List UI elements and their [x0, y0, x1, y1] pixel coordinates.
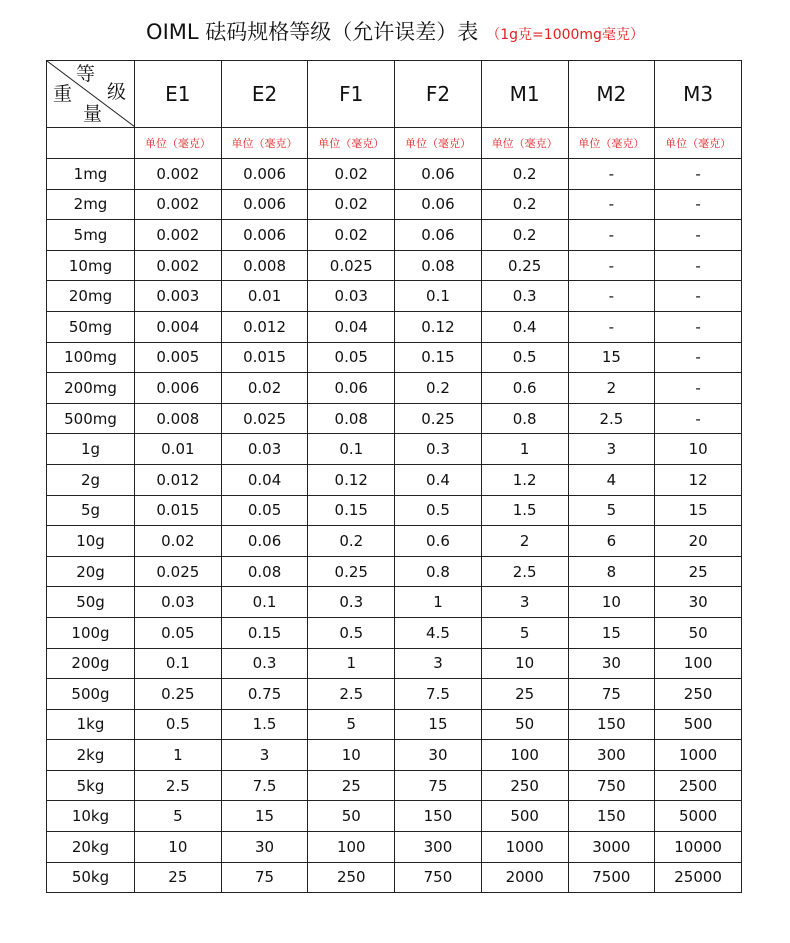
- tolerance-cell-m2: -: [568, 159, 655, 190]
- tolerance-cell-e1: 0.015: [135, 495, 222, 526]
- tolerance-cell-m3: -: [655, 250, 742, 281]
- tolerance-cell-f1: 0.25: [308, 556, 395, 587]
- tolerance-cell-f2: 15: [395, 709, 482, 740]
- tolerance-cell-m1: 2.5: [481, 556, 568, 587]
- tolerance-cell-f2: 0.08: [395, 250, 482, 281]
- corner-weight-label-1: 重: [53, 83, 73, 105]
- table-row: [47, 648, 742, 679]
- table-row: [47, 495, 742, 526]
- weight-cell: 50mg: [47, 311, 135, 342]
- tolerance-cell-m1: 50: [481, 709, 568, 740]
- tolerance-cell-m2: 750: [568, 770, 655, 801]
- weight-cell: 5kg: [47, 770, 135, 801]
- tolerance-cell-e2: 75: [221, 862, 308, 893]
- tolerance-cell-m3: 15: [655, 495, 742, 526]
- weight-cell: 5mg: [47, 220, 135, 251]
- title-unit-note: （1g克=1000mg毫克）: [486, 27, 644, 43]
- page-title: [0, 16, 790, 46]
- tolerance-cell-e2: 0.06: [221, 526, 308, 557]
- tolerance-cell-e1: 0.006: [135, 373, 222, 404]
- weight-cell: 2g: [47, 464, 135, 495]
- tolerance-cell-e1: 0.005: [135, 342, 222, 373]
- tolerance-cell-m2: 4: [568, 464, 655, 495]
- tolerance-cell-f2: 0.25: [395, 403, 482, 434]
- tolerance-cell-e2: 0.006: [221, 220, 308, 251]
- tolerance-cell-m2: 15: [568, 342, 655, 373]
- tolerance-cell-m1: 250: [481, 770, 568, 801]
- tolerance-cell-f1: 25: [308, 770, 395, 801]
- tolerance-cell-f1: 0.025: [308, 250, 395, 281]
- tolerance-cell-f2: 0.1: [395, 281, 482, 312]
- table-row: [47, 526, 742, 557]
- weight-cell: 100g: [47, 617, 135, 648]
- tolerance-cell-e2: 3: [221, 740, 308, 771]
- tolerance-cell-m3: -: [655, 159, 742, 190]
- table-row: [47, 311, 742, 342]
- table-row: [47, 373, 742, 404]
- tolerance-cell-e2: 15: [221, 801, 308, 832]
- tolerance-cell-m2: -: [568, 311, 655, 342]
- tolerance-cell-m3: -: [655, 373, 742, 404]
- tolerance-cell-m2: 5: [568, 495, 655, 526]
- tolerance-cell-f1: 5: [308, 709, 395, 740]
- unit-label: 单位（毫克）: [655, 128, 742, 159]
- table-row: [47, 617, 742, 648]
- tolerance-cell-e1: 2.5: [135, 770, 222, 801]
- tolerance-cell-m3: 30: [655, 587, 742, 618]
- tolerance-cell-e1: 0.008: [135, 403, 222, 434]
- tolerance-cell-m1: 2: [481, 526, 568, 557]
- tolerance-cell-m3: 500: [655, 709, 742, 740]
- tolerance-cell-f1: 10: [308, 740, 395, 771]
- tolerance-cell-m3: 20: [655, 526, 742, 557]
- table-row: [47, 770, 742, 801]
- tolerance-cell-e2: 30: [221, 832, 308, 863]
- tolerance-cell-e2: 0.1: [221, 587, 308, 618]
- tolerance-cell-e1: 0.01: [135, 434, 222, 465]
- tolerance-cell-e2: 0.05: [221, 495, 308, 526]
- tolerance-cell-e1: 0.5: [135, 709, 222, 740]
- tolerance-cell-f1: 0.2: [308, 526, 395, 557]
- weight-cell: 50g: [47, 587, 135, 618]
- tolerance-cell-f2: 0.2: [395, 373, 482, 404]
- tolerance-cell-m2: -: [568, 250, 655, 281]
- tolerance-cell-e2: 0.025: [221, 403, 308, 434]
- tolerance-cell-m2: 2: [568, 373, 655, 404]
- table-row: [47, 342, 742, 373]
- tolerance-cell-f1: 100: [308, 832, 395, 863]
- tolerance-cell-e2: 0.012: [221, 311, 308, 342]
- tolerance-cell-f2: 1: [395, 587, 482, 618]
- tolerance-cell-e1: 0.012: [135, 464, 222, 495]
- tolerance-cell-f2: 0.15: [395, 342, 482, 373]
- grade-header-e1: E1: [135, 61, 222, 128]
- tolerance-cell-f1: 0.15: [308, 495, 395, 526]
- unit-label: 单位（毫克）: [481, 128, 568, 159]
- grade-header-f2: F2: [395, 61, 482, 128]
- tolerance-cell-m1: 10: [481, 648, 568, 679]
- weight-cell: 20mg: [47, 281, 135, 312]
- tolerance-cell-e1: 0.002: [135, 250, 222, 281]
- table-row: [47, 556, 742, 587]
- tolerance-cell-f2: 4.5: [395, 617, 482, 648]
- tolerance-cell-e2: 0.04: [221, 464, 308, 495]
- weight-cell: 1mg: [47, 159, 135, 190]
- tolerance-cell-m1: 1.2: [481, 464, 568, 495]
- table-row: [47, 281, 742, 312]
- table-row: [47, 832, 742, 863]
- corner-grade-label-2: 级: [107, 81, 127, 103]
- tolerance-cell-f1: 0.08: [308, 403, 395, 434]
- weight-cell: 10mg: [47, 250, 135, 281]
- weight-cell: 500g: [47, 679, 135, 710]
- tolerance-cell-e1: 0.03: [135, 587, 222, 618]
- tolerance-cell-e2: 0.15: [221, 617, 308, 648]
- tolerance-cell-e2: 0.03: [221, 434, 308, 465]
- weight-cell: 10g: [47, 526, 135, 557]
- tolerance-cell-f2: 0.5: [395, 495, 482, 526]
- tolerance-cell-e2: 1.5: [221, 709, 308, 740]
- tolerance-cell-m1: 0.25: [481, 250, 568, 281]
- corner-grade-label-1: 等: [76, 63, 96, 85]
- weight-cell: 500mg: [47, 403, 135, 434]
- tolerance-cell-f2: 7.5: [395, 679, 482, 710]
- tolerance-cell-f2: 0.06: [395, 159, 482, 190]
- unit-label: 单位（毫克）: [395, 128, 482, 159]
- table-row: [47, 862, 742, 893]
- unit-row: [47, 128, 742, 159]
- tolerance-cell-f1: 0.02: [308, 159, 395, 190]
- tolerance-cell-e2: 0.006: [221, 189, 308, 220]
- table-row: [47, 250, 742, 281]
- tolerance-cell-m3: 250: [655, 679, 742, 710]
- unit-empty-cell: [47, 128, 135, 159]
- tolerance-cell-f2: 75: [395, 770, 482, 801]
- tolerance-cell-f1: 0.5: [308, 617, 395, 648]
- tolerance-cell-m2: -: [568, 189, 655, 220]
- tolerance-cell-e2: 0.006: [221, 159, 308, 190]
- tolerance-cell-m3: -: [655, 311, 742, 342]
- table-row: [47, 464, 742, 495]
- weight-cell: 20kg: [47, 832, 135, 863]
- tolerance-cell-f2: 0.06: [395, 189, 482, 220]
- tolerance-cell-m1: 5: [481, 617, 568, 648]
- weight-cell: 200mg: [47, 373, 135, 404]
- table-row: [47, 709, 742, 740]
- tolerance-cell-e1: 0.002: [135, 189, 222, 220]
- tolerance-cell-m3: 10: [655, 434, 742, 465]
- unit-label: 单位（毫克）: [135, 128, 222, 159]
- table-row: [47, 679, 742, 710]
- tolerance-cell-f1: 0.12: [308, 464, 395, 495]
- tolerance-cell-f1: 1: [308, 648, 395, 679]
- tolerance-cell-f2: 300: [395, 832, 482, 863]
- tolerance-cell-e2: 0.3: [221, 648, 308, 679]
- tolerance-cell-m3: -: [655, 281, 742, 312]
- grade-header-m1: M1: [481, 61, 568, 128]
- table-row: [47, 801, 742, 832]
- table-row: [47, 740, 742, 771]
- tolerance-cell-m2: 8: [568, 556, 655, 587]
- tolerance-cell-m3: -: [655, 220, 742, 251]
- tolerance-cell-e1: 0.25: [135, 679, 222, 710]
- tolerance-cell-e2: 0.01: [221, 281, 308, 312]
- tolerance-cell-e1: 0.002: [135, 159, 222, 190]
- table-row: [47, 403, 742, 434]
- table-row: [47, 434, 742, 465]
- tolerance-cell-m3: 25: [655, 556, 742, 587]
- tolerance-cell-e1: 0.003: [135, 281, 222, 312]
- tolerance-cell-f1: 0.1: [308, 434, 395, 465]
- tolerance-cell-f2: 0.3: [395, 434, 482, 465]
- unit-label: 单位（毫克）: [221, 128, 308, 159]
- tolerance-cell-m2: 15: [568, 617, 655, 648]
- tolerance-cell-m3: -: [655, 189, 742, 220]
- weight-cell: 1kg: [47, 709, 135, 740]
- tolerance-cell-e2: 7.5: [221, 770, 308, 801]
- tolerance-cell-m1: 0.2: [481, 159, 568, 190]
- tolerance-cell-m1: 1000: [481, 832, 568, 863]
- unit-label: 单位（毫克）: [308, 128, 395, 159]
- tolerance-cell-m2: -: [568, 281, 655, 312]
- tolerance-cell-f1: 0.03: [308, 281, 395, 312]
- table-row: [47, 159, 742, 190]
- tolerance-cell-e1: 0.025: [135, 556, 222, 587]
- tolerance-cell-m2: 2.5: [568, 403, 655, 434]
- corner-weight-label-2: 量: [83, 103, 103, 125]
- tolerance-cell-m3: 10000: [655, 832, 742, 863]
- tolerance-cell-e1: 0.05: [135, 617, 222, 648]
- title-main: OIML 砝码规格等级（允许误差）表: [146, 20, 479, 44]
- weight-tolerance-table: [46, 60, 742, 893]
- corner-header-cell: [47, 61, 135, 128]
- tolerance-cell-e1: 0.02: [135, 526, 222, 557]
- tolerance-cell-f1: 0.02: [308, 189, 395, 220]
- tolerance-cell-f2: 150: [395, 801, 482, 832]
- tolerance-cell-e1: 0.1: [135, 648, 222, 679]
- tolerance-cell-m2: 10: [568, 587, 655, 618]
- tolerance-cell-f1: 0.02: [308, 220, 395, 251]
- unit-label: 单位（毫克）: [568, 128, 655, 159]
- tolerance-cell-m3: 5000: [655, 801, 742, 832]
- tolerance-cell-f2: 0.8: [395, 556, 482, 587]
- table-row: [47, 189, 742, 220]
- tolerance-cell-m3: 1000: [655, 740, 742, 771]
- tolerance-cell-m2: 3000: [568, 832, 655, 863]
- tolerance-cell-f2: 3: [395, 648, 482, 679]
- tolerance-cell-m2: 150: [568, 801, 655, 832]
- weight-cell: 50kg: [47, 862, 135, 893]
- tolerance-cell-m3: 25000: [655, 862, 742, 893]
- tolerance-cell-f1: 250: [308, 862, 395, 893]
- tolerance-cell-e2: 0.75: [221, 679, 308, 710]
- tolerance-cell-m1: 25: [481, 679, 568, 710]
- tolerance-cell-f1: 50: [308, 801, 395, 832]
- tolerance-cell-m3: 50: [655, 617, 742, 648]
- tolerance-cell-m1: 0.4: [481, 311, 568, 342]
- tolerance-cell-m3: 100: [655, 648, 742, 679]
- tolerance-cell-e1: 0.004: [135, 311, 222, 342]
- tolerance-cell-e1: 10: [135, 832, 222, 863]
- tolerance-cell-f1: 0.05: [308, 342, 395, 373]
- tolerance-cell-m2: 150: [568, 709, 655, 740]
- weight-cell: 2kg: [47, 740, 135, 771]
- tolerance-cell-m2: 300: [568, 740, 655, 771]
- tolerance-cell-m1: 500: [481, 801, 568, 832]
- tolerance-cell-m1: 0.3: [481, 281, 568, 312]
- tolerance-cell-e1: 1: [135, 740, 222, 771]
- table-body: [47, 159, 742, 893]
- tolerance-cell-f2: 30: [395, 740, 482, 771]
- tolerance-cell-f2: 0.4: [395, 464, 482, 495]
- weight-cell: 1g: [47, 434, 135, 465]
- tolerance-cell-m2: 30: [568, 648, 655, 679]
- tolerance-cell-f1: 2.5: [308, 679, 395, 710]
- tolerance-cell-m1: 3: [481, 587, 568, 618]
- tolerance-cell-e2: 0.02: [221, 373, 308, 404]
- weight-cell: 10kg: [47, 801, 135, 832]
- tolerance-cell-m1: 100: [481, 740, 568, 771]
- grade-header-m3: M3: [655, 61, 742, 128]
- tolerance-cell-f1: 0.04: [308, 311, 395, 342]
- tolerance-cell-f2: 0.6: [395, 526, 482, 557]
- tolerance-cell-m2: 6: [568, 526, 655, 557]
- tolerance-cell-f1: 0.06: [308, 373, 395, 404]
- tolerance-cell-m2: -: [568, 220, 655, 251]
- tolerance-cell-e1: 5: [135, 801, 222, 832]
- tolerance-cell-f2: 0.06: [395, 220, 482, 251]
- weight-cell: 200g: [47, 648, 135, 679]
- tolerance-cell-m1: 2000: [481, 862, 568, 893]
- tolerance-cell-e1: 25: [135, 862, 222, 893]
- tolerance-cell-f2: 750: [395, 862, 482, 893]
- weight-cell: 5g: [47, 495, 135, 526]
- tolerance-cell-m1: 0.2: [481, 220, 568, 251]
- tolerance-cell-m1: 0.5: [481, 342, 568, 373]
- tolerance-cell-m3: 2500: [655, 770, 742, 801]
- tolerance-cell-m1: 1: [481, 434, 568, 465]
- tolerance-cell-m1: 0.8: [481, 403, 568, 434]
- tolerance-cell-m3: -: [655, 342, 742, 373]
- grade-header-e2: E2: [221, 61, 308, 128]
- tolerance-cell-f2: 0.12: [395, 311, 482, 342]
- grade-header-m2: M2: [568, 61, 655, 128]
- tolerance-cell-m1: 1.5: [481, 495, 568, 526]
- tolerance-cell-m3: 12: [655, 464, 742, 495]
- weight-cell: 100mg: [47, 342, 135, 373]
- tolerance-cell-m1: 0.6: [481, 373, 568, 404]
- tolerance-cell-e2: 0.08: [221, 556, 308, 587]
- tolerance-cell-m1: 0.2: [481, 189, 568, 220]
- tolerance-cell-m2: 7500: [568, 862, 655, 893]
- grade-header-f1: F1: [308, 61, 395, 128]
- table-row: [47, 587, 742, 618]
- tolerance-cell-e2: 0.008: [221, 250, 308, 281]
- tolerance-cell-e1: 0.002: [135, 220, 222, 251]
- table-row: [47, 220, 742, 251]
- weight-cell: 2mg: [47, 189, 135, 220]
- weight-cell: 20g: [47, 556, 135, 587]
- tolerance-cell-m3: -: [655, 403, 742, 434]
- tolerance-cell-f1: 0.3: [308, 587, 395, 618]
- grade-header-row: [47, 61, 742, 128]
- tolerance-cell-m2: 3: [568, 434, 655, 465]
- tolerance-cell-e2: 0.015: [221, 342, 308, 373]
- tolerance-cell-m2: 75: [568, 679, 655, 710]
